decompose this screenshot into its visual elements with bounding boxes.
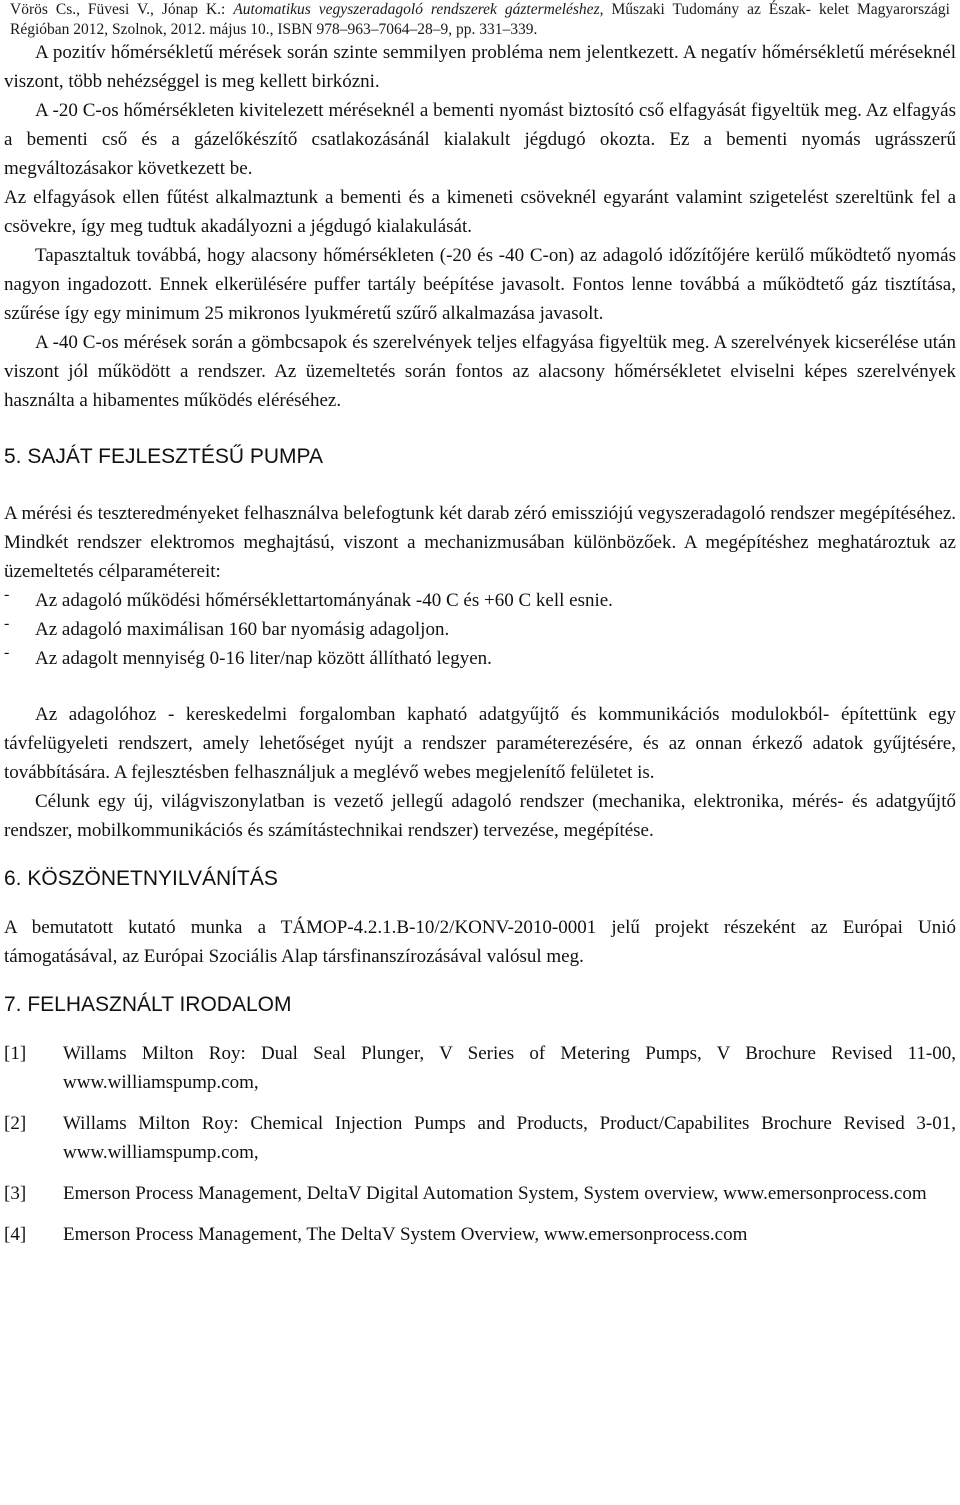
reference-text: Willams Milton Roy: Chemical Injection Pumps and Products, Product/Capabilites Brochure Revised 3-01, www.williamspump.com, [63, 1113, 956, 1163]
body-paragraph: A pozitív hőmérsékletű mérések során szinte semmilyen probléma nem jelentkezett. A negatív hőmérsékletű méréseknél viszont, több nehézséggel is meg kellett birkózni. [4, 42, 956, 92]
reference-text: Emerson Process Management, The DeltaV System Overview, www.emersonprocess.com [63, 1224, 748, 1245]
list-item-text: Az adagoló működési hőmérséklettartományának -40 C és +60 C kell esnie. [35, 590, 613, 611]
body-paragraph: Célunk egy új, világviszonylatban is vezető jellegű adagoló rendszer (mechanika, elektronika, mérés- és adatgyűjtő rendszer, mobilkommunikációs és számítástechnikai rendszer) tervezése, megépítése. [4, 791, 956, 841]
reference-number: [2] [4, 1113, 27, 1134]
list-item [4, 644, 956, 673]
reference-text: Willams Milton Roy: Dual Seal Plunger, V Series of Metering Pumps, V Brochure Revised 11-00, www.williamspump.com, [63, 1043, 956, 1093]
reference-number: [1] [4, 1043, 27, 1064]
page-content [4, 38, 956, 1261]
list-dash: - [4, 586, 10, 603]
reference-number: [3] [4, 1183, 27, 1204]
reference-item [4, 1179, 956, 1208]
body-paragraph: Az elfagyások ellen fűtést alkalmaztunk a bementi és a kimeneti csöveknél egyaránt valamint szigetelést szereltünk fel a csövekre, így meg tudtuk akadályozni a jégdugó kialakulását. [4, 187, 956, 237]
reference-item [4, 1109, 956, 1167]
body-paragraph: Tapasztaltuk továbbá, hogy alacsony hőmérsékleten (-20 és -40 C-on) az adagoló időzítőjére kerülő működtető nyomás nagyon ingadozott. Ennek elkerülésére puffer tartály beépítése javasolt. Fontos lenne továbbá a működtető gáz tisztítása, szűrése így egy minimum 25 mikronos lyukméretű szűrő alkalmazása javasolt. [4, 245, 956, 324]
list-dash: - [4, 615, 10, 632]
reference-item [4, 1220, 956, 1249]
body-paragraph: A -40 C-os mérések során a gömbcsapok és szerelvények teljes elfagyása figyeltük meg. A szerelvények kicserélése után viszont jól működött a rendszer. Az üzemeltetés során fontos az alacsony hőmérsékletet elviselni képes szerelvények használta a hibamentes működés eléréséhez. [4, 332, 956, 411]
body-paragraph: Az adagolóhoz - kereskedelmi forgalomban kapható adatgyűjtő és kommunikációs modulokból- építettünk egy távfelügyeleti rendszert, amely lehetőséget nyújt a rendszer paraméterezésére, és az onnan érkező adatok gyűjtésére, továbbítására. A fejlesztésben felhasználjuk a meglévő webes megjelenítő felületet is. [4, 704, 956, 783]
reference-text: Emerson Process Management, DeltaV Digital Automation System, System overview, www.emersonprocess.com [63, 1183, 927, 1204]
body-paragraph: A -20 C-os hőmérsékleten kivitelezett méréseknél a bementi nyomást biztosító cső elfagyását figyeltük meg. Az elfagyás a bementi cső és a gázelőkészítő csatlakozásánál kialakult jégdugó okozta. Ez a bementi nyomás ugrásszerű megváltozásakor következett be. [4, 100, 956, 179]
reference-number: [4] [4, 1224, 27, 1245]
reference-item [4, 1039, 956, 1097]
list-item-text: Az adagolt mennyiség 0-16 liter/nap között állítható legyen. [35, 648, 492, 669]
running-header [10, 0, 950, 40]
header-venue-cont: kelet Magyarországi Régióban 2012, Szolnok, 2012. május 10., ISBN 978–963–7064–28–9, pp. 331–339. [10, 1, 950, 38]
header-venue: Műszaki Tudomány az Észak- [611, 1, 811, 18]
header-authors: Vörös Cs., Füvesi V., Jónap K.: [10, 1, 234, 18]
list-item [4, 615, 956, 644]
list-dash: - [4, 644, 10, 661]
acknowledgement-text: A bemutatott kutató munka a TÁMOP-4.2.1.B-10/2/KONV-2010-0001 jelű projekt részeként az Európai Unió támogatásával, az Európai Szociális Alap társfinanszírozásával valósul meg. [4, 917, 956, 967]
list-item-text: Az adagoló maximálisan 160 bar nyomásig adagoljon. [35, 619, 450, 640]
section-heading-6: 6. KÖSZÖNETNYILVÁNÍTÁS [4, 867, 278, 890]
list-item [4, 586, 956, 615]
section-heading-5: 5. SAJÁT FEJLESZTÉSŰ PUMPA [4, 445, 323, 468]
header-paper-title: Automatikus vegyszeradagoló rendszerek gáztermeléshez, [233, 1, 612, 18]
section-heading-7: 7. FELHASZNÁLT IRODALOM [4, 993, 292, 1016]
section5-intro: A mérési és teszteredményeket felhasználva belefogtunk két darab zéró emissziójú vegyszeradagoló rendszer megépítéséhez. Mindkét rendszer elektromos meghajtású, viszont a mechanizmusában különbözőek. A megépítéshez meghatároztuk az üzemeltetés célparamétereit: [4, 503, 956, 582]
